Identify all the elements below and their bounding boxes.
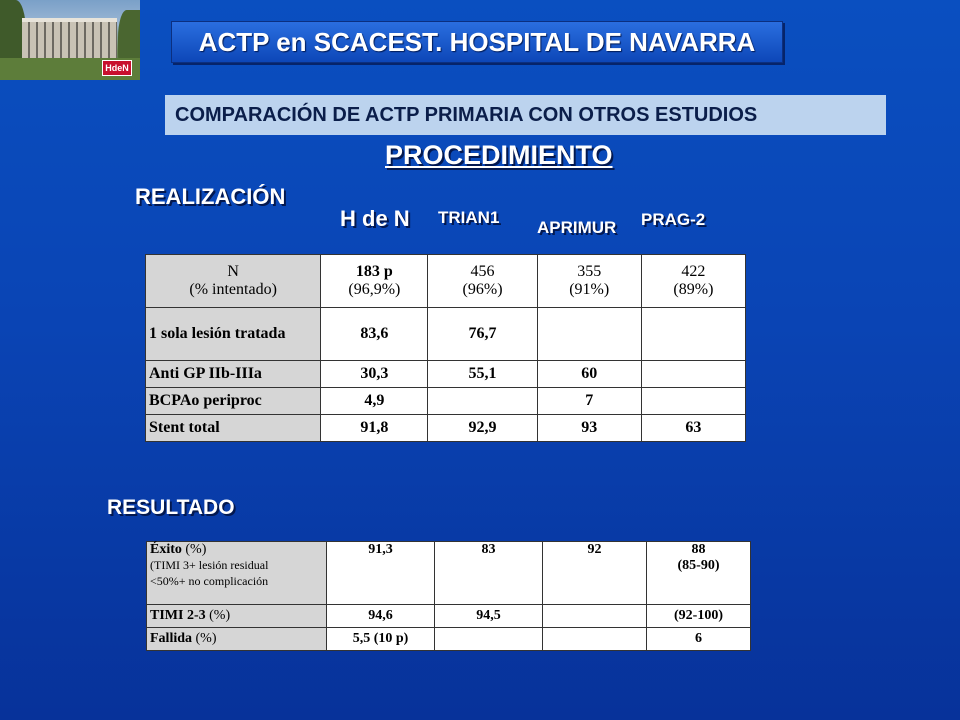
table-cell [641,308,745,361]
table-cell: (92-100) [647,605,751,628]
table-cell [435,628,543,651]
resultado-heading: RESULTADO [107,496,235,519]
table-cell [641,388,745,415]
cell-value: 88 [691,542,706,557]
table-cell: 76,7 [428,308,537,361]
study-label-trian: TRIAN1 [438,208,500,227]
row-label-rest: (%) [205,608,231,623]
header-value: 456 [470,263,495,280]
row-label-bold: TIMI 2-3 [150,608,206,623]
table-cell: 94,6 [327,605,435,628]
table-row [146,361,746,388]
table-row [146,388,746,415]
table-row [147,542,751,605]
table-cell: 91,8 [321,415,428,442]
table-cell: 94,5 [435,605,543,628]
row-label-bold: Éxito [150,542,182,557]
row-label-rest: (%) [181,542,207,557]
header-value: 422 [681,263,706,280]
table-cell: 55,1 [428,361,537,388]
table-row [147,628,751,651]
hden-badge: HdeN [102,60,132,76]
realizacion-table [145,254,746,442]
building-image [22,18,117,60]
row-label [147,542,327,605]
table-cell: 30,3 [321,361,428,388]
row-label [147,628,327,651]
table-cell: 7 [537,388,641,415]
table-cell [537,308,641,361]
header-value: (96%) [462,281,503,298]
row-label: Stent total [146,415,321,442]
table-cell [543,605,647,628]
header-value: (96,9%) [348,281,401,298]
table-cell: 91,3 [327,542,435,605]
slide-subtitle: COMPARACIÓN DE ACTP PRIMARIA CON OTROS ESTUDIOS [165,95,886,135]
study-label-aprimur: APRIMUR [537,218,617,237]
table-cell: 5,5 (10 p) [327,628,435,651]
table-cell: 83,6 [321,308,428,361]
header-value: 355 [577,263,602,280]
table-cell [428,388,537,415]
table-cell: 92,9 [428,415,537,442]
cell-value: (85-90) [677,558,720,573]
table-header-cell [321,255,428,308]
table-cell: 63 [641,415,745,442]
realizacion-heading: REALIZACIÓN [135,184,286,209]
header-label-line1: N [227,263,239,280]
row-label-note: (TIMI 3+ lesión residual [150,558,269,572]
row-label: BCPAo periproc [146,388,321,415]
section-heading: PROCEDIMIENTO [385,140,613,170]
study-label-prag: PRAG-2 [641,210,706,229]
header-label-line2: (% intentado) [189,281,277,298]
table-cell [543,628,647,651]
slide-title: ACTP en SCACEST. HOSPITAL DE NAVARRA [171,21,783,63]
table-cell: 6 [647,628,751,651]
resultado-table [146,541,751,651]
header-value: 183 p [355,263,393,280]
table-cell [647,542,751,605]
table-cell: 60 [537,361,641,388]
table-cell: 4,9 [321,388,428,415]
table-header-label [146,255,321,308]
table-row [147,605,751,628]
table-cell: 83 [435,542,543,605]
row-label-bold: Fallida [150,631,193,646]
header-value: (89%) [673,281,714,298]
table-cell: 92 [543,542,647,605]
study-label-hden: H de N [340,206,410,231]
table-header-cell [641,255,745,308]
header-value: (91%) [569,281,610,298]
table-row [146,415,746,442]
table-cell: 93 [537,415,641,442]
row-label-note: <50%+ no complicación [150,574,269,588]
row-label-rest: (%) [192,631,217,646]
table-cell [641,361,745,388]
row-label [147,605,327,628]
table-header-cell [537,255,641,308]
row-label: 1 sola lesión tratada [146,308,321,361]
row-label: Anti GP IIb-IIIa [146,361,321,388]
hospital-logo [0,0,140,80]
table-row [146,308,746,361]
table-header-row [146,255,746,308]
table-header-cell [428,255,537,308]
